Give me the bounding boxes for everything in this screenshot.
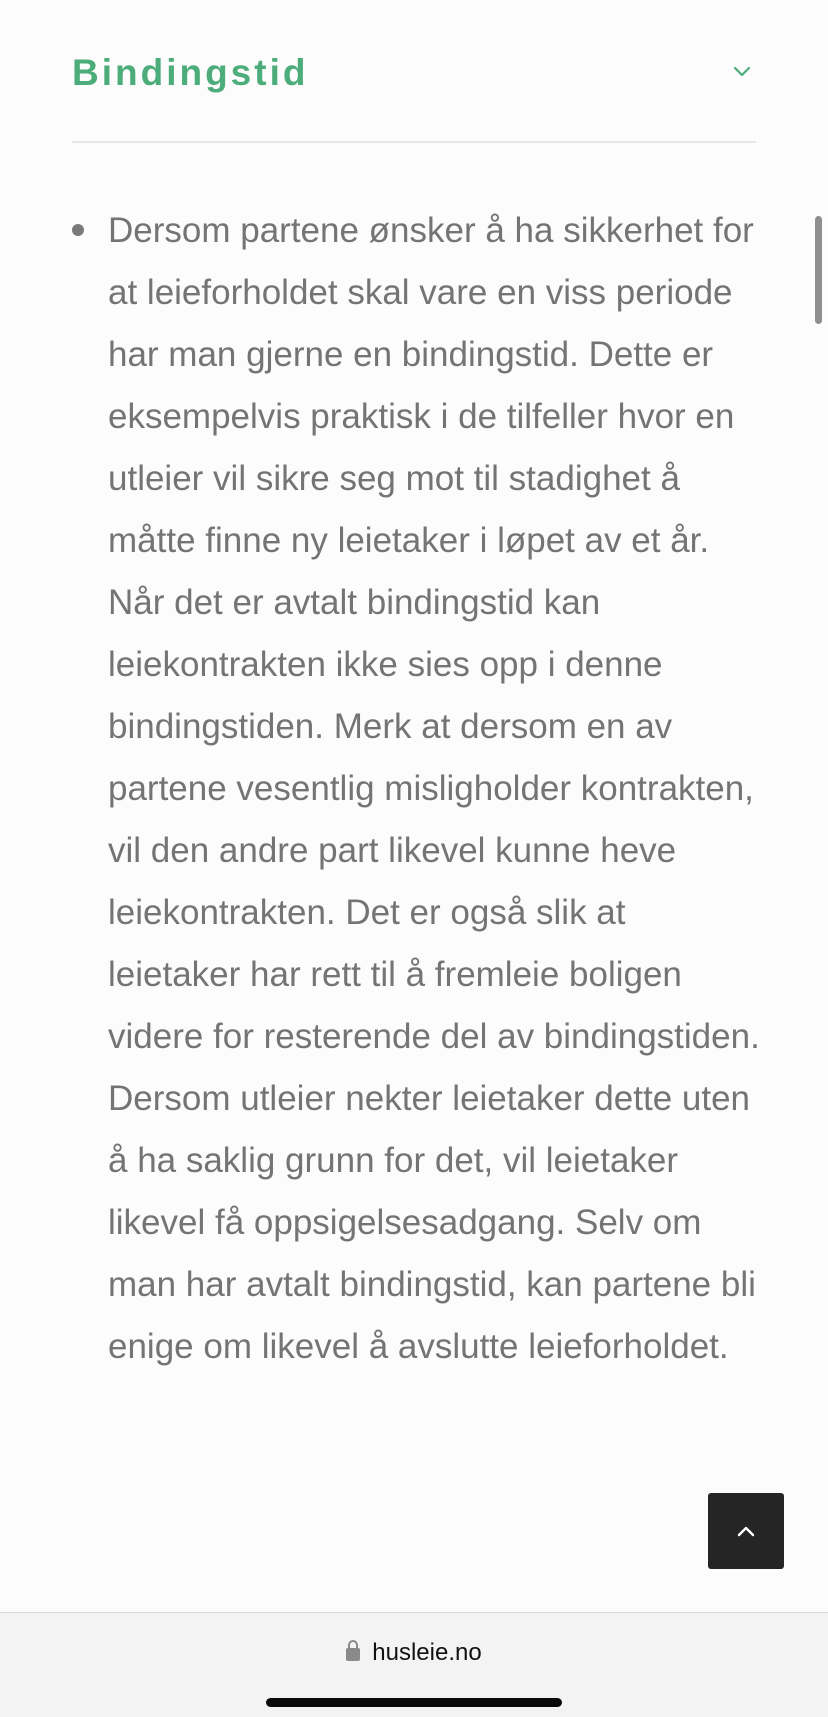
accordion-title: Bindingstid — [72, 52, 309, 93]
lock-icon — [346, 1648, 360, 1661]
list-item: Dersom partene ønsker å ha sikkerhet for at leieforholdet skal vare en viss periode har man gjerne en bindingstid. Dette er eksempelvis praktisk i de tilfeller hvor en utleier vil sikre seg mot til stadighet å måtte finne ny leietaker i løpet av et år. Når det er avtalt bindingstid kan leiekontrakten ikke sies opp i denne bindingstiden. Merk at dersom en av partene vesentlig misligholder kontrakten, vil den andre part likevel kunne heve leiekontrakten. Det er også slik at leietaker har rett til å fremleie boligen videre for resterende del av bindingstiden. Dersom utleier nekter leietaker dette uten å ha saklig grunn for det, vil leietaker likevel få oppsigelsesadgang. Selv om man har avtalt bindingstid, kan partene bli enige om likevel å avslutte leieforholdet. — [108, 211, 760, 1366]
url-text: husleie.no — [372, 1639, 482, 1666]
bullet-dot — [72, 224, 84, 236]
scrollbar[interactable] — [815, 216, 822, 324]
accordion-header-bindingstid[interactable] — [72, 38, 756, 106]
url-display[interactable] — [0, 1639, 828, 1667]
back-to-top-button[interactable] — [708, 1493, 784, 1569]
chevron-up-icon — [734, 1519, 758, 1543]
accordion-content — [72, 200, 762, 1378]
divider — [72, 141, 756, 143]
browser-address-bar[interactable] — [0, 1612, 828, 1717]
chevron-down-icon[interactable] — [728, 58, 756, 86]
home-indicator[interactable] — [266, 1698, 562, 1707]
